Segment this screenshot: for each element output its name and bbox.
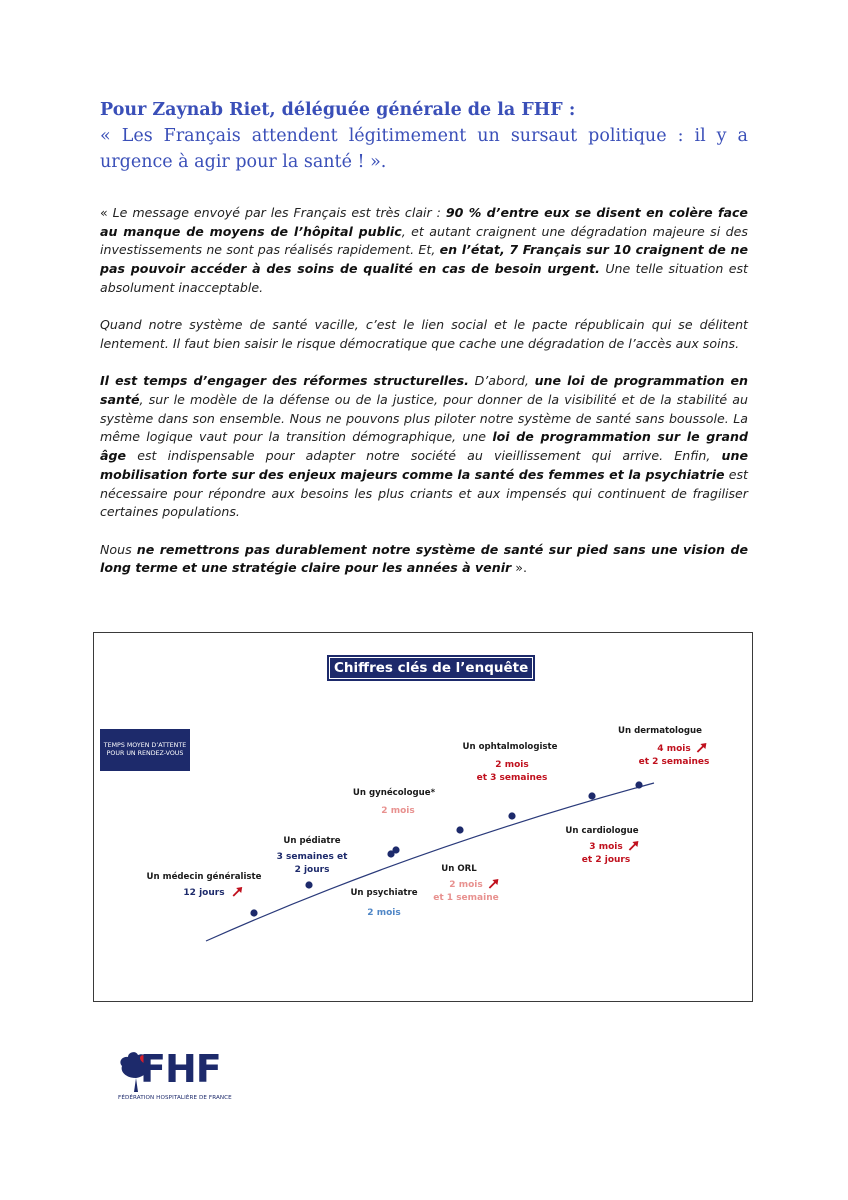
specialist-label: Un cardiologue <box>565 826 639 836</box>
specialist-label: Un médecin généraliste <box>146 872 262 882</box>
text-segment: Le message envoyé par les Français est très clair : <box>112 205 446 220</box>
curve-point <box>508 812 515 819</box>
up-arrow-icon <box>489 879 498 888</box>
curve-point <box>392 846 399 853</box>
logo-subtitle: FÉDÉRATION HOSPITALIÈRE DE FRANCE <box>118 1095 232 1101</box>
paragraph-4 <box>100 541 748 578</box>
wait-time-value: 2 mois <box>381 806 415 816</box>
heading-quote: « Les Français attendent légitimement un sursaut politique : il y a urgence à agir pour la santé ! ». <box>100 126 748 172</box>
heading-title: Pour Zaynab Riet, déléguée générale de la FHF : <box>100 100 576 120</box>
specialist-label: Un dermatologue <box>617 726 703 736</box>
paragraph-3 <box>100 372 748 522</box>
text-segment: 90 % d’entre eux se disent en colère face au manque de moyens de l’hôpital public <box>100 205 748 239</box>
specialist-label: Un pédiatre <box>283 836 341 846</box>
wait-time-value: et 2 semaines <box>638 757 710 767</box>
up-arrow-icon <box>233 887 242 896</box>
text-segment: D’abord, <box>468 373 535 389</box>
curve-point <box>250 909 257 916</box>
text-segment: ne remettrons pas durablement notre système de santé sur pied sans une vision de long terme et une stratégie claire pour les années à venir <box>100 541 748 576</box>
text-segment: Il est temps d’engager des réformes structurelles. <box>100 373 469 389</box>
wait-time-value: 12 jours <box>183 888 225 898</box>
text-segment: une loi de programmation en santé <box>100 373 748 407</box>
text-segment: est indispensable pour adapter notre société au vieillissement qui arrive. Enfin, <box>126 448 722 464</box>
wait-time-label: TEMPS MOYEN D’ATTENTE POUR UN RENDEZ-VOUS <box>100 729 190 771</box>
paragraph-2 <box>100 316 748 353</box>
survey-figure <box>93 632 753 1002</box>
text-segment: loi de programmation sur le grand âge <box>100 429 748 464</box>
wait-time-value: 2 jours <box>294 865 330 875</box>
wait-time-value: et 2 jours <box>581 855 631 865</box>
article-body <box>100 204 748 578</box>
text-segment: Une telle situation est absolument inacceptable. <box>100 261 748 295</box>
text-segment: en l’état, 7 Français sur 10 craignent de ne pas pouvoir accéder à des soins de qualité en cas de besoin urgent. <box>100 242 748 277</box>
logo-wordmark: FHF <box>140 1047 221 1091</box>
specialist-label: Un ORL <box>441 864 477 874</box>
curve-point <box>635 781 642 788</box>
paragraph-1 <box>100 204 748 298</box>
article-heading <box>100 98 748 175</box>
text-segment: , et autant craignent une dégradation majeure si des investissements ne sont pas réalisés rapidement. Et, <box>100 223 748 258</box>
specialist-label: Un ophtalmologiste <box>462 742 558 752</box>
text-segment: Nous <box>100 541 137 557</box>
wait-time-value: 3 mois <box>589 842 623 852</box>
up-arrow-icon <box>697 743 706 752</box>
wait-time-value: et 1 semaine <box>433 893 499 903</box>
wait-time-curve <box>94 633 754 1003</box>
wait-time-value: 4 mois <box>657 744 691 754</box>
wait-time-value: et 3 semaines <box>476 773 548 783</box>
wait-time-value: 2 mois <box>367 908 401 918</box>
wait-time-value: 2 mois <box>495 760 529 770</box>
text-segment: « <box>100 205 113 220</box>
text-segment: une mobilisation forte sur des enjeux majeurs comme la santé des femmes et la psychiatrie <box>100 448 748 482</box>
curve-point <box>305 881 312 888</box>
up-arrow-icon <box>629 841 638 850</box>
text-segment: est nécessaire pour répondre aux besoins les plus criants et aux impensés qui continuent de fragiliser certaines populations. <box>100 466 748 520</box>
wait-time-value: 3 semaines et <box>276 852 348 862</box>
text-segment: , sur le modèle de la défense ou de la justice, pour donner de la visibilité et de la stabilité au système dans son ensemble. Nous ne pouvons plus piloter notre système de santé sans boussole. La même logique vaut pour la transition démographique, une <box>100 392 748 445</box>
specialist-label: Un psychiatre <box>350 888 418 898</box>
text-segment: Quand notre système de santé vacille, c’est le lien social et le pacte républicain qui se délitent lentement. Il faut bien saisir le risque démocratique que cache une dégradation de l’accès aux soins. <box>100 317 748 351</box>
wait-time-value: 2 mois <box>449 880 483 890</box>
curve-point <box>456 826 463 833</box>
text-segment: ». <box>511 560 527 576</box>
figure-title: Chiffres clés de l’enquête <box>327 655 535 681</box>
specialist-label: Un gynécologue* <box>352 788 436 798</box>
curve-point <box>588 792 595 799</box>
fhf-logo <box>110 1042 250 1112</box>
